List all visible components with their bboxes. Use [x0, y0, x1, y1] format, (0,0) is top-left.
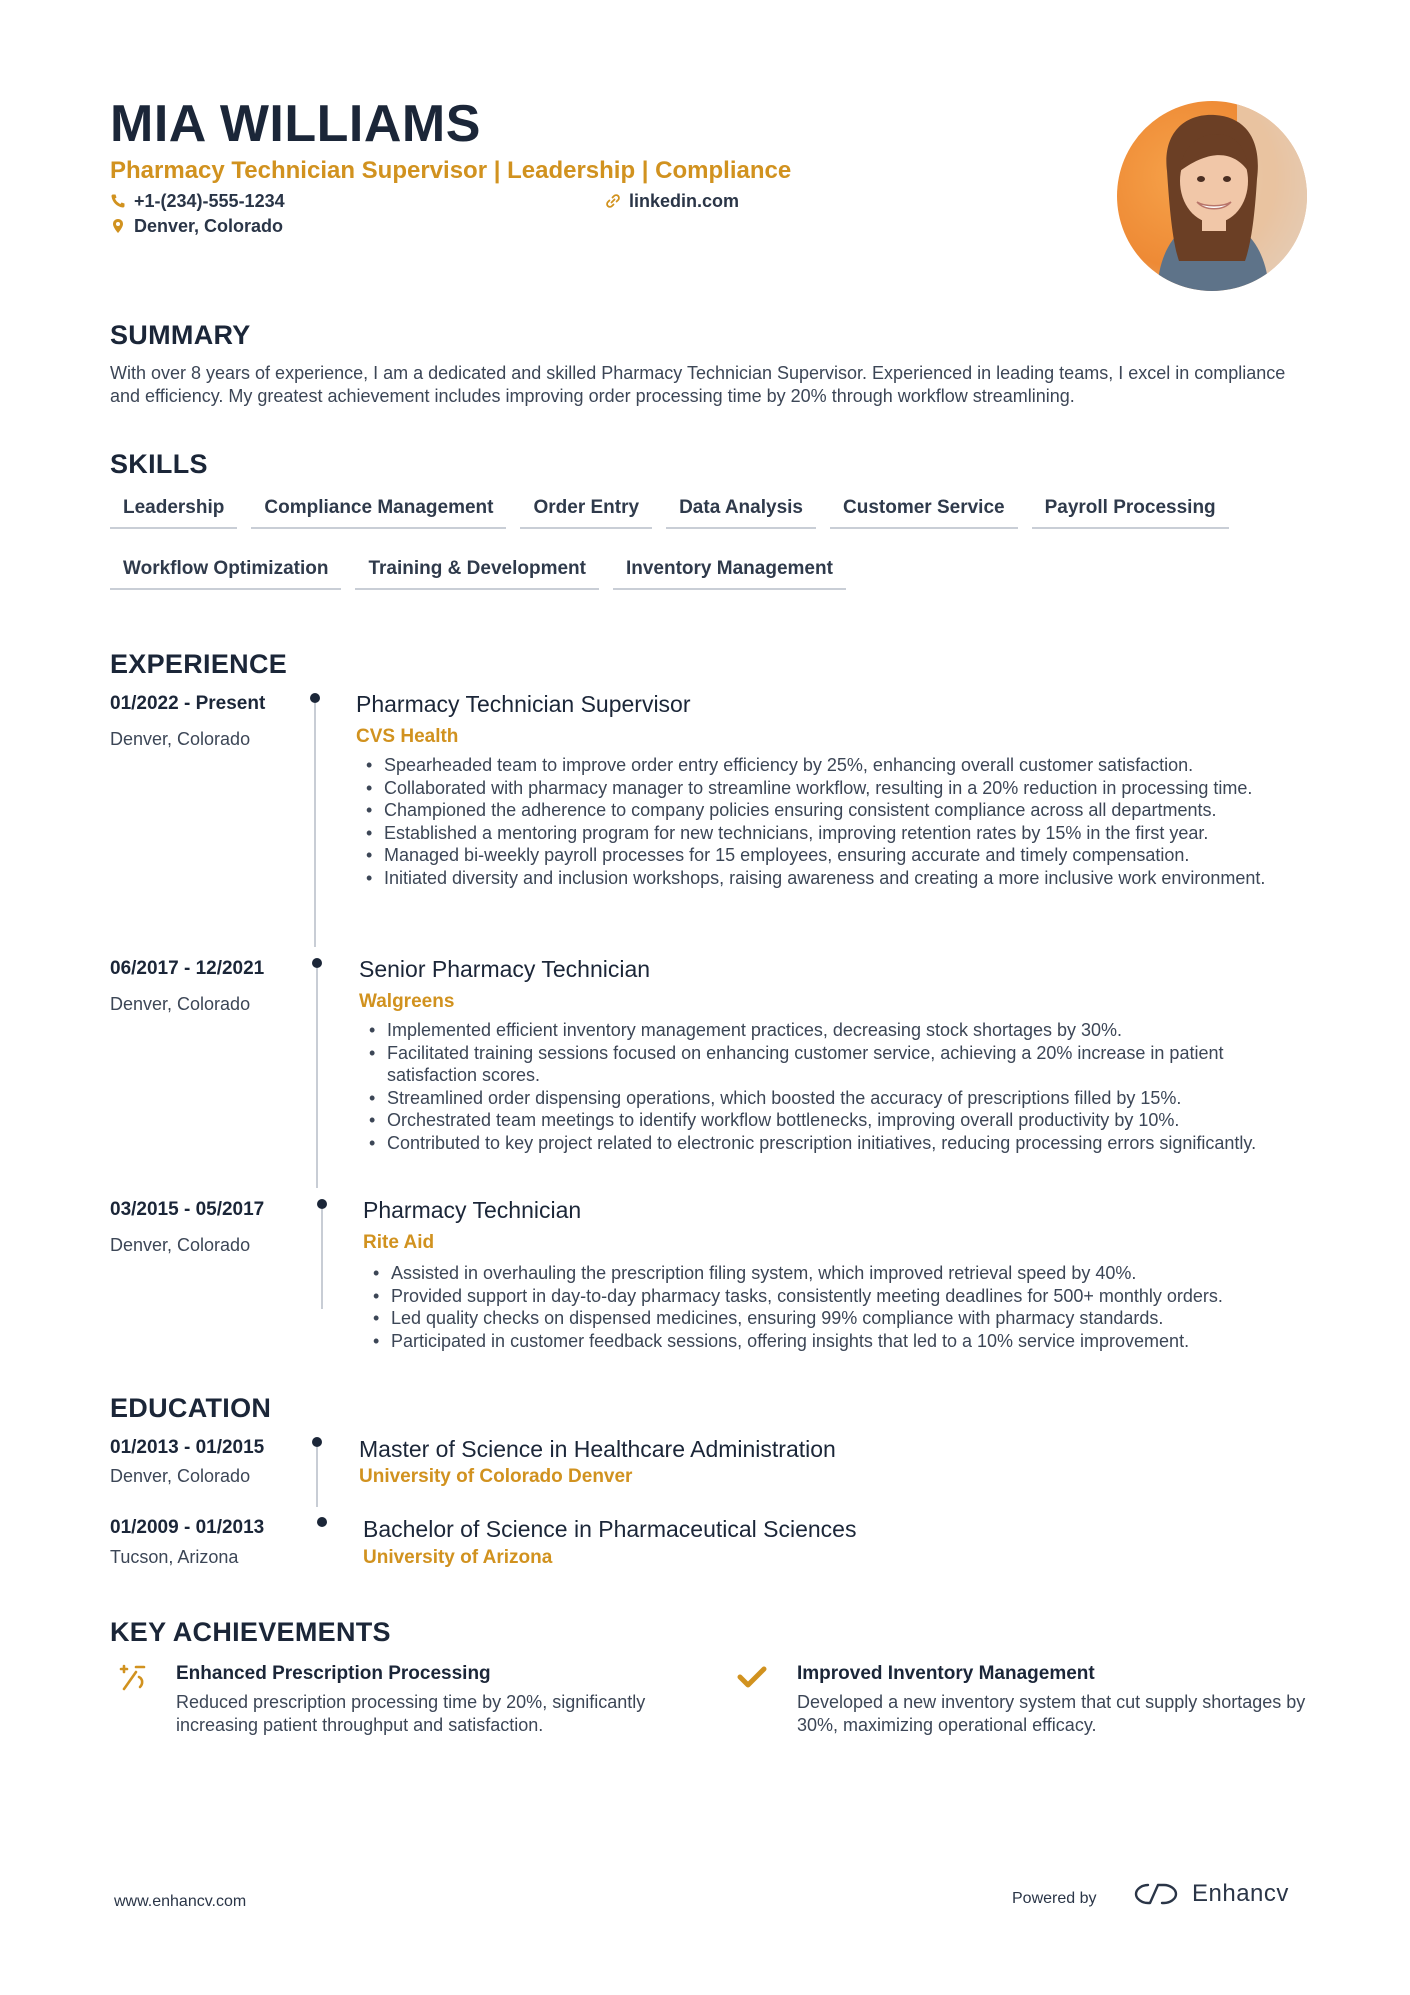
skill-tag: Leadership	[110, 492, 237, 529]
bullet-item: • Contributed to key project related to electronic prescription initiatives, reducing processing errors significantly.	[387, 1132, 1317, 1155]
timeline-line	[314, 703, 316, 947]
skill-tag: Compliance Management	[251, 492, 506, 529]
job-title: Pharmacy Technician	[363, 1197, 582, 1223]
timeline-dot	[317, 1199, 327, 1209]
school-name: University of Colorado Denver	[359, 1466, 633, 1487]
footer-powered-by: Powered by	[1012, 1890, 1097, 1907]
skill-tag: Customer Service	[830, 492, 1018, 529]
skill-tag: Payroll Processing	[1032, 492, 1229, 529]
candidate-name: MIA WILLIAMS	[110, 95, 481, 153]
brand-name: Enhancv	[1192, 1880, 1289, 1907]
job-bullets	[359, 1019, 1317, 1154]
bullet-item: • Assisted in overhauling the prescription filing system, which improved retrieval speed by 40%.	[391, 1262, 1331, 1285]
phone-text: +1-(234)-555-1234	[134, 191, 285, 211]
school-name: University of Arizona	[363, 1547, 553, 1568]
wand-icon	[116, 1662, 146, 1692]
job-title: Pharmacy Technician Supervisor	[356, 691, 691, 717]
bullet-item: • Provided support in day-to-day pharmacy tasks, consistently meeting deadlines for 500+ monthly orders.	[391, 1285, 1331, 1308]
education-heading: EDUCATION	[110, 1393, 272, 1423]
education-location: Tucson, Arizona	[110, 1547, 239, 1567]
location-contact	[110, 214, 283, 238]
link-icon	[605, 193, 621, 209]
timeline-line	[316, 1447, 318, 1507]
skills-list	[110, 492, 1320, 590]
education-dates: 01/2009 - 01/2013	[110, 1517, 265, 1538]
achievement-title: Enhanced Prescription Processing	[176, 1663, 491, 1684]
timeline-dot	[312, 958, 322, 968]
footer-brand[interactable]	[1132, 1880, 1289, 1908]
timeline-dot	[312, 1437, 322, 1447]
bullet-item: • Participated in customer feedback sessions, offering insights that led to a 10% service improvement.	[391, 1330, 1331, 1353]
job-title: Senior Pharmacy Technician	[359, 956, 651, 982]
job-dates: 01/2022 - Present	[110, 693, 266, 714]
profile-photo	[1117, 101, 1307, 291]
footer-website[interactable]: www.enhancv.com	[114, 1893, 247, 1910]
achievement-description: Developed a new inventory system that cut supply shortages by 30%, maximizing operational efficacy.	[797, 1692, 1306, 1735]
timeline-line	[316, 968, 318, 1188]
phone-contact	[110, 189, 285, 213]
degree-title: Bachelor of Science in Pharmaceutical Sciences	[363, 1516, 857, 1542]
achievement-description: Reduced prescription processing time by 20%, significantly increasing patient throughput and satisfaction.	[176, 1692, 646, 1735]
skill-tag: Order Entry	[520, 492, 652, 529]
job-dates: 06/2017 - 12/2021	[110, 958, 265, 979]
achievement-title: Improved Inventory Management	[797, 1663, 1095, 1684]
bullet-item: • Implemented efficient inventory management practices, decreasing stock shortages by 30%.	[387, 1019, 1317, 1042]
phone-icon	[110, 193, 126, 209]
achievements-heading: KEY ACHIEVEMENTS	[110, 1617, 391, 1647]
bullet-item: • Facilitated training sessions focused on enhancing customer service, achieving a 20% increase in patient satisfaction scores.	[387, 1042, 1317, 1087]
timeline-line	[321, 1209, 323, 1309]
location-text: Denver, Colorado	[134, 216, 284, 236]
bullet-item: • Collaborated with pharmacy manager to streamline workflow, resulting in a 20% reduction in processing time.	[384, 777, 1314, 800]
summary-heading: SUMMARY	[110, 320, 251, 350]
job-location: Denver, Colorado	[110, 729, 251, 749]
education-dates: 01/2013 - 01/2015	[110, 1437, 265, 1458]
headline: Pharmacy Technician Supervisor | Leadership | Compliance	[110, 157, 792, 184]
check-icon	[737, 1662, 767, 1692]
experience-heading: EXPERIENCE	[110, 649, 288, 679]
timeline-dot	[310, 693, 320, 703]
bullet-item: • Streamlined order dispensing operations, which boosted the accuracy of prescriptions filled by 15%.	[387, 1087, 1317, 1110]
bullet-item: • Championed the adherence to company policies ensuring consistent compliance across all departments.	[384, 799, 1314, 822]
job-location: Denver, Colorado	[110, 994, 251, 1014]
bullet-item: • Managed bi-weekly payroll processes for 15 employees, ensuring accurate and timely compensation.	[384, 844, 1314, 867]
timeline-dot	[317, 1517, 327, 1527]
enhancv-logo-icon	[1132, 1881, 1180, 1907]
linkedin-link[interactable]: linkedin.com	[629, 191, 740, 211]
education-location: Denver, Colorado	[110, 1466, 251, 1486]
bullet-item: • Spearheaded team to improve order entry efficiency by 25%, enhancing overall customer satisfaction.	[384, 754, 1314, 777]
job-bullets	[356, 754, 1314, 889]
skills-heading: SKILLS	[110, 449, 208, 479]
summary-text: With over 8 years of experience, I am a dedicated and skilled Pharmacy Technician Supervisor. Experienced in leading teams, I excel in compliance and efficiency. My greatest achievement includes improving order processing time by 20% through workflow streamlining.	[110, 363, 1286, 406]
job-dates: 03/2015 - 05/2017	[110, 1199, 265, 1220]
skill-tag: Workflow Optimization	[110, 553, 341, 590]
company-name: CVS Health	[356, 726, 459, 747]
linkedin-contact[interactable]	[605, 189, 739, 213]
skill-tag: Training & Development	[355, 553, 598, 590]
job-location: Denver, Colorado	[110, 1235, 251, 1255]
degree-title: Master of Science in Healthcare Administration	[359, 1436, 836, 1462]
bullet-item: • Orchestrated team meetings to identify workflow bottlenecks, improving overall productivity by 10%.	[387, 1109, 1317, 1132]
job-bullets	[363, 1262, 1331, 1352]
bullet-item: • Established a mentoring program for new technicians, improving retention rates by 15% in the first year.	[384, 822, 1314, 845]
bullet-item: • Led quality checks on dispensed medicines, ensuring 99% compliance with pharmacy standards.	[391, 1307, 1331, 1330]
location-pin-icon	[110, 218, 126, 234]
company-name: Rite Aid	[363, 1232, 435, 1253]
skill-tag: Data Analysis	[666, 492, 816, 529]
skill-tag: Inventory Management	[613, 553, 846, 590]
company-name: Walgreens	[359, 991, 455, 1012]
bullet-item: • Initiated diversity and inclusion workshops, raising awareness and creating a more inclusive work environment.	[384, 867, 1314, 890]
